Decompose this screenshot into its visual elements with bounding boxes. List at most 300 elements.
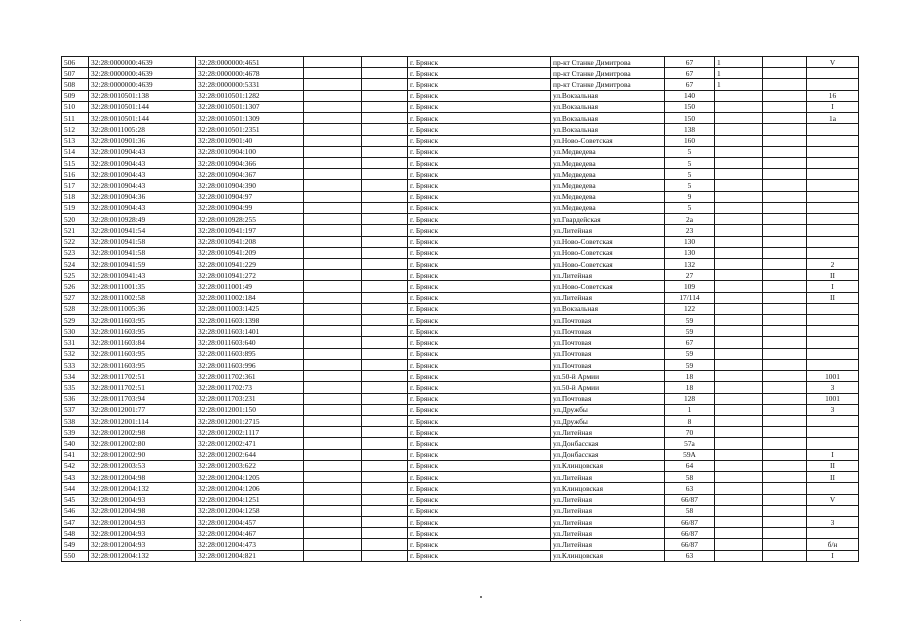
cell-object-cadastral-number: 32:28:0010501:1307: [196, 101, 304, 112]
cell-object-cadastral-number: 32:28:0000000:5331: [196, 79, 304, 90]
cell-house-number: 67: [665, 337, 715, 348]
cell-apartment: [807, 180, 859, 191]
cell-col-5: [362, 550, 408, 561]
cell-col-9: 1: [715, 79, 763, 90]
cell-object-cadastral-number: 32:28:0012004:1206: [196, 483, 304, 494]
cell-row-number: 529: [62, 315, 89, 326]
cell-col-10: [763, 124, 807, 135]
cell-city: г. Брянск: [408, 416, 551, 427]
cell-col-9: [715, 315, 763, 326]
cell-house-number: 57а: [665, 438, 715, 449]
cell-house-number: 122: [665, 303, 715, 314]
cell-col-9: [715, 337, 763, 348]
cell-parcel-cadastral-number: 32:28:0010941:43: [89, 270, 196, 281]
cell-street: ул.Ново-Советская: [551, 247, 665, 258]
cell-col-9: [715, 528, 763, 539]
cell-row-number: 509: [62, 90, 89, 101]
table-row: [62, 539, 859, 550]
cell-col-5: [362, 157, 408, 168]
cell-row-number: 541: [62, 449, 89, 460]
cell-col-5: [362, 292, 408, 303]
cell-apartment: II: [807, 270, 859, 281]
cell-house-number: 128: [665, 393, 715, 404]
cell-house-number: 59: [665, 315, 715, 326]
cell-house-number: 8: [665, 416, 715, 427]
cell-col-9: [715, 169, 763, 180]
cell-col-4: [304, 460, 362, 471]
cell-col-10: [763, 404, 807, 415]
cell-row-number: 512: [62, 124, 89, 135]
cell-street: ул.Ново-Советская: [551, 135, 665, 146]
cell-col-4: [304, 157, 362, 168]
cell-col-5: [362, 135, 408, 146]
cell-house-number: 58: [665, 505, 715, 516]
cell-parcel-cadastral-number: 32:28:0012001:77: [89, 404, 196, 415]
cell-col-5: [362, 449, 408, 460]
cell-col-4: [304, 326, 362, 337]
cell-col-10: [763, 270, 807, 281]
cell-city: г. Брянск: [408, 359, 551, 370]
cell-col-10: [763, 247, 807, 258]
cell-street: ул.Литейная: [551, 494, 665, 505]
cell-house-number: 63: [665, 550, 715, 561]
cell-apartment: 3: [807, 382, 859, 393]
cell-col-4: [304, 382, 362, 393]
cell-parcel-cadastral-number: 32:28:0011005:36: [89, 303, 196, 314]
cell-col-5: [362, 516, 408, 527]
cell-city: г. Брянск: [408, 516, 551, 527]
cell-col-10: [763, 292, 807, 303]
cell-apartment: [807, 124, 859, 135]
cell-col-9: [715, 550, 763, 561]
cell-row-number: 538: [62, 416, 89, 427]
cell-row-number: 511: [62, 113, 89, 124]
table-row: [62, 225, 859, 236]
cell-object-cadastral-number: 32:28:0011703:231: [196, 393, 304, 404]
cell-city: г. Брянск: [408, 382, 551, 393]
cell-parcel-cadastral-number: 32:28:0010501:144: [89, 101, 196, 112]
cell-col-9: [715, 258, 763, 269]
cell-parcel-cadastral-number: 32:28:0010904:43: [89, 202, 196, 213]
cell-col-10: [763, 371, 807, 382]
cell-parcel-cadastral-number: 32:28:0010928:49: [89, 214, 196, 225]
cell-row-number: 514: [62, 146, 89, 157]
cell-city: г. Брянск: [408, 371, 551, 382]
cell-col-5: [362, 371, 408, 382]
cell-col-10: [763, 191, 807, 202]
cell-col-9: [715, 460, 763, 471]
cell-col-5: [362, 236, 408, 247]
cell-col-5: [362, 326, 408, 337]
cell-object-cadastral-number: 32:28:0011003:1425: [196, 303, 304, 314]
cell-col-9: [715, 516, 763, 527]
cell-city: г. Брянск: [408, 236, 551, 247]
table-row: [62, 348, 859, 359]
cell-col-10: [763, 539, 807, 550]
cell-street: ул.Почтовая: [551, 359, 665, 370]
cell-col-10: [763, 57, 807, 68]
cell-street: ул.Дружбы: [551, 416, 665, 427]
cell-street: ул.Литейная: [551, 528, 665, 539]
cell-parcel-cadastral-number: 32:28:0010501:144: [89, 113, 196, 124]
cell-parcel-cadastral-number: 32:28:0012004:93: [89, 528, 196, 539]
cell-street: ул.Литейная: [551, 516, 665, 527]
cell-row-number: 536: [62, 393, 89, 404]
cell-col-4: [304, 113, 362, 124]
cell-parcel-cadastral-number: 32:28:0010904:43: [89, 180, 196, 191]
cell-col-9: [715, 539, 763, 550]
cell-col-4: [304, 79, 362, 90]
table-row: [62, 214, 859, 225]
cell-object-cadastral-number: 32:28:0010941:229: [196, 258, 304, 269]
cell-parcel-cadastral-number: 32:28:0010501:138: [89, 90, 196, 101]
cell-street: пр-кт Станке Димитрова: [551, 68, 665, 79]
cell-city: г. Брянск: [408, 404, 551, 415]
cell-parcel-cadastral-number: 32:28:0000000:4639: [89, 57, 196, 68]
cell-col-9: [715, 371, 763, 382]
cell-object-cadastral-number: 32:28:0012004:821: [196, 550, 304, 561]
cell-col-5: [362, 303, 408, 314]
table-row: [62, 550, 859, 561]
cell-street: ул.Вокзальная: [551, 90, 665, 101]
cell-row-number: 549: [62, 539, 89, 550]
cell-col-9: [715, 326, 763, 337]
cell-object-cadastral-number: 32:28:0012001:150: [196, 404, 304, 415]
cell-col-5: [362, 214, 408, 225]
table-row: [62, 528, 859, 539]
table-row: [62, 449, 859, 460]
cell-house-number: 138: [665, 124, 715, 135]
cell-parcel-cadastral-number: 32:28:0012004:98: [89, 505, 196, 516]
cell-apartment: I: [807, 101, 859, 112]
cell-apartment: [807, 326, 859, 337]
cell-object-cadastral-number: 32:28:0010928:255: [196, 214, 304, 225]
cell-col-10: [763, 326, 807, 337]
cell-row-number: 523: [62, 247, 89, 258]
cell-city: г. Брянск: [408, 539, 551, 550]
cell-city: г. Брянск: [408, 146, 551, 157]
cell-city: г. Брянск: [408, 315, 551, 326]
cell-apartment: [807, 348, 859, 359]
cell-city: г. Брянск: [408, 483, 551, 494]
cell-col-4: [304, 427, 362, 438]
cell-col-4: [304, 68, 362, 79]
cell-col-4: [304, 315, 362, 326]
cell-apartment: [807, 225, 859, 236]
cell-col-5: [362, 460, 408, 471]
cell-col-10: [763, 303, 807, 314]
cell-apartment: 3: [807, 516, 859, 527]
cell-street: ул.Почтовая: [551, 348, 665, 359]
cell-city: г. Брянск: [408, 505, 551, 516]
cell-object-cadastral-number: 32:28:0012004:1205: [196, 472, 304, 483]
cell-row-number: 520: [62, 214, 89, 225]
cell-row-number: 545: [62, 494, 89, 505]
cell-object-cadastral-number: 32:28:0010501:1309: [196, 113, 304, 124]
cell-col-4: [304, 258, 362, 269]
cell-parcel-cadastral-number: 32:28:0011001:35: [89, 281, 196, 292]
cell-apartment: [807, 416, 859, 427]
cell-row-number: 527: [62, 292, 89, 303]
cell-col-5: [362, 539, 408, 550]
cell-row-number: 508: [62, 79, 89, 90]
cell-col-10: [763, 427, 807, 438]
cell-row-number: 548: [62, 528, 89, 539]
cell-object-cadastral-number: 32:28:0012004:467: [196, 528, 304, 539]
cell-apartment: [807, 483, 859, 494]
cell-object-cadastral-number: 32:28:0012002:1117: [196, 427, 304, 438]
cell-parcel-cadastral-number: 32:28:0012002:98: [89, 427, 196, 438]
cell-object-cadastral-number: 32:28:0011603:1401: [196, 326, 304, 337]
cell-street: пр-кт Станке Димитрова: [551, 57, 665, 68]
cell-city: г. Брянск: [408, 113, 551, 124]
table-row: [62, 460, 859, 471]
table-row: [62, 113, 859, 124]
cell-col-10: [763, 315, 807, 326]
cell-col-5: [362, 281, 408, 292]
cell-col-9: [715, 449, 763, 460]
cell-row-number: 550: [62, 550, 89, 561]
cell-col-10: [763, 472, 807, 483]
cell-parcel-cadastral-number: 32:28:0011603:95: [89, 348, 196, 359]
cell-col-5: [362, 438, 408, 449]
cell-row-number: 517: [62, 180, 89, 191]
cell-col-9: [715, 135, 763, 146]
cell-object-cadastral-number: 32:28:0012002:644: [196, 449, 304, 460]
cell-col-4: [304, 57, 362, 68]
cell-parcel-cadastral-number: 32:28:0012002:90: [89, 449, 196, 460]
cell-object-cadastral-number: 32:28:0000000:4651: [196, 57, 304, 68]
cell-col-9: [715, 214, 763, 225]
cell-apartment: б/н: [807, 539, 859, 550]
cell-col-9: [715, 393, 763, 404]
cell-object-cadastral-number: 32:28:0010904:390: [196, 180, 304, 191]
cell-parcel-cadastral-number: 32:28:0012002:80: [89, 438, 196, 449]
scan-speck: [20, 620, 21, 621]
cell-parcel-cadastral-number: 32:28:0010941:58: [89, 247, 196, 258]
cell-row-number: 513: [62, 135, 89, 146]
table-row: [62, 169, 859, 180]
cell-col-9: [715, 202, 763, 213]
cell-street: пр-кт Станке Димитрова: [551, 79, 665, 90]
cell-parcel-cadastral-number: 32:28:0011002:58: [89, 292, 196, 303]
cell-parcel-cadastral-number: 32:28:0012004:93: [89, 539, 196, 550]
cell-object-cadastral-number: 32:28:0010501:2351: [196, 124, 304, 135]
cell-object-cadastral-number: 32:28:0010941:208: [196, 236, 304, 247]
table-row: [62, 505, 859, 516]
cell-col-10: [763, 236, 807, 247]
cell-row-number: 530: [62, 326, 89, 337]
cell-col-9: [715, 101, 763, 112]
table-row: [62, 79, 859, 90]
cell-col-4: [304, 371, 362, 382]
cell-col-9: [715, 404, 763, 415]
cell-street: ул.Донбасская: [551, 438, 665, 449]
cell-parcel-cadastral-number: 32:28:0010941:59: [89, 258, 196, 269]
cell-street: ул.Вокзальная: [551, 124, 665, 135]
cell-parcel-cadastral-number: 32:28:0011603:95: [89, 359, 196, 370]
table-row: [62, 135, 859, 146]
cell-city: г. Брянск: [408, 393, 551, 404]
cell-col-9: [715, 247, 763, 258]
cell-col-5: [362, 90, 408, 101]
table-row: [62, 202, 859, 213]
table-row: [62, 124, 859, 135]
cell-city: г. Брянск: [408, 494, 551, 505]
cell-col-4: [304, 528, 362, 539]
cell-row-number: 539: [62, 427, 89, 438]
cell-city: г. Брянск: [408, 225, 551, 236]
cell-house-number: 63: [665, 483, 715, 494]
table-row: [62, 427, 859, 438]
cell-apartment: 1001: [807, 371, 859, 382]
cell-city: г. Брянск: [408, 101, 551, 112]
cell-row-number: 542: [62, 460, 89, 471]
cell-street: ул.Ново-Советская: [551, 258, 665, 269]
cell-row-number: 532: [62, 348, 89, 359]
cell-apartment: [807, 505, 859, 516]
cell-apartment: 16: [807, 90, 859, 101]
table-row: [62, 258, 859, 269]
cell-row-number: 543: [62, 472, 89, 483]
cell-city: г. Брянск: [408, 337, 551, 348]
cell-object-cadastral-number: 32:28:0000000:4678: [196, 68, 304, 79]
cell-street: ул.Почтовая: [551, 326, 665, 337]
cell-apartment: 1001: [807, 393, 859, 404]
cell-col-4: [304, 348, 362, 359]
cell-street: ул.Клинцовская: [551, 483, 665, 494]
table-row: [62, 359, 859, 370]
cell-house-number: 132: [665, 258, 715, 269]
table-row: [62, 404, 859, 415]
cell-apartment: [807, 528, 859, 539]
cell-street: ул.Гвардейская: [551, 214, 665, 225]
cell-col-9: [715, 292, 763, 303]
cell-house-number: 17/114: [665, 292, 715, 303]
cell-row-number: 546: [62, 505, 89, 516]
cell-street: ул.Почтовая: [551, 315, 665, 326]
cell-col-4: [304, 214, 362, 225]
cell-col-10: [763, 79, 807, 90]
cell-apartment: [807, 146, 859, 157]
cell-col-9: [715, 348, 763, 359]
table-row: [62, 494, 859, 505]
cell-col-9: 1: [715, 68, 763, 79]
cell-col-10: [763, 550, 807, 561]
cell-apartment: [807, 169, 859, 180]
cell-row-number: 540: [62, 438, 89, 449]
table-row: [62, 292, 859, 303]
cell-col-10: [763, 382, 807, 393]
cell-col-4: [304, 404, 362, 415]
cell-house-number: 27: [665, 270, 715, 281]
cell-col-10: [763, 157, 807, 168]
cell-object-cadastral-number: 32:28:0010941:197: [196, 225, 304, 236]
cell-col-10: [763, 393, 807, 404]
cell-apartment: [807, 337, 859, 348]
cell-col-4: [304, 483, 362, 494]
cell-apartment: II: [807, 292, 859, 303]
table-row: [62, 101, 859, 112]
cell-col-5: [362, 337, 408, 348]
cell-object-cadastral-number: 32:28:0010904:100: [196, 146, 304, 157]
cell-col-10: [763, 359, 807, 370]
cell-apartment: II: [807, 460, 859, 471]
cell-col-9: [715, 236, 763, 247]
cell-city: г. Брянск: [408, 191, 551, 202]
cell-col-5: [362, 202, 408, 213]
cell-row-number: 521: [62, 225, 89, 236]
cell-apartment: [807, 214, 859, 225]
cell-object-cadastral-number: 32:28:0011603:640: [196, 337, 304, 348]
table-row: [62, 270, 859, 281]
cell-col-5: [362, 68, 408, 79]
cell-street: ул.Почтовая: [551, 393, 665, 404]
cell-row-number: 522: [62, 236, 89, 247]
cell-object-cadastral-number: 32:28:0011001:49: [196, 281, 304, 292]
cell-street: ул.Почтовая: [551, 337, 665, 348]
cell-city: г. Брянск: [408, 270, 551, 281]
cell-apartment: 3: [807, 404, 859, 415]
cell-city: г. Брянск: [408, 472, 551, 483]
cell-col-9: [715, 359, 763, 370]
cell-col-4: [304, 180, 362, 191]
cell-col-5: [362, 359, 408, 370]
cell-house-number: 66/87: [665, 516, 715, 527]
cell-parcel-cadastral-number: 32:28:0012004:98: [89, 472, 196, 483]
cell-col-10: [763, 113, 807, 124]
cell-col-5: [362, 505, 408, 516]
cell-apartment: [807, 135, 859, 146]
cell-street: ул.50-й Армии: [551, 371, 665, 382]
cell-col-10: [763, 348, 807, 359]
cell-col-9: [715, 303, 763, 314]
table-row: [62, 337, 859, 348]
cell-city: г. Брянск: [408, 449, 551, 460]
cell-house-number: 59: [665, 326, 715, 337]
cell-house-number: 140: [665, 90, 715, 101]
cell-city: г. Брянск: [408, 68, 551, 79]
cell-col-5: [362, 472, 408, 483]
cell-col-4: [304, 90, 362, 101]
table-row: [62, 326, 859, 337]
table-row: [62, 146, 859, 157]
cell-row-number: 510: [62, 101, 89, 112]
cell-col-10: [763, 449, 807, 460]
table-row: [62, 382, 859, 393]
cell-col-10: [763, 505, 807, 516]
cell-house-number: 1: [665, 404, 715, 415]
cell-col-4: [304, 124, 362, 135]
table-row: [62, 90, 859, 101]
cell-house-number: 5: [665, 157, 715, 168]
cell-street: ул.Литейная: [551, 472, 665, 483]
cell-apartment: [807, 202, 859, 213]
cell-col-9: [715, 270, 763, 281]
cell-col-10: [763, 135, 807, 146]
cell-street: ул.Медведева: [551, 191, 665, 202]
cell-col-10: [763, 258, 807, 269]
cell-col-5: [362, 427, 408, 438]
cell-apartment: I: [807, 281, 859, 292]
table-row: [62, 438, 859, 449]
cell-house-number: 130: [665, 236, 715, 247]
cell-street: ул.Дружбы: [551, 404, 665, 415]
cell-col-10: [763, 438, 807, 449]
cell-house-number: 64: [665, 460, 715, 471]
cell-house-number: 67: [665, 79, 715, 90]
cell-col-4: [304, 292, 362, 303]
